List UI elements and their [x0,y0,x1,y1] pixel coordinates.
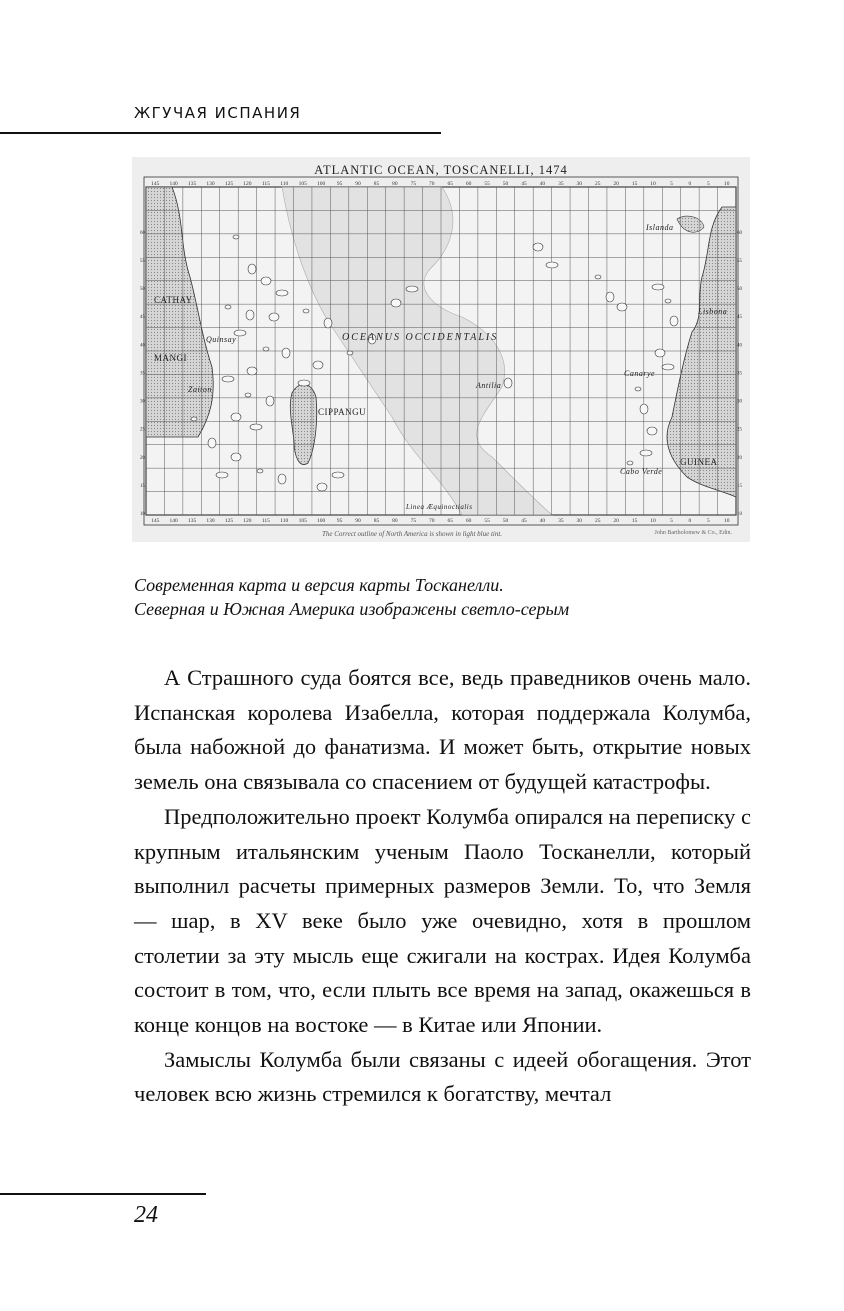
map-island [250,424,262,430]
map-island [627,461,633,465]
map-label-oceanus: OCEANUS OCCIDENTALIS [342,332,499,343]
map-lat-label-right: 30 [737,399,742,405]
map-island [269,313,279,321]
map-scale-bottom-label: 90 [355,518,361,524]
map-scale-bottom-label: 145 [151,518,160,524]
map-scale-bottom-label: 45 [521,518,527,524]
map-island [317,483,327,491]
map-island [347,351,353,355]
map-island [640,450,652,456]
map-graphic [132,157,750,542]
map-scale-bottom-label: 130 [206,518,215,524]
map-scale-bottom-label: 5 [670,518,673,524]
map-scale-top-label: 140 [169,181,178,187]
map-scale-top-label: 25 [594,181,601,187]
map-island [231,453,241,461]
map-island [225,305,231,309]
toscanelli-map [132,157,750,542]
map-scale-top-label: 10 [724,181,730,187]
map-island [245,393,251,397]
map-scale-top-label: 105 [298,181,307,187]
map-scale-top-label: 100 [317,181,326,187]
map-island [662,364,674,370]
map-lat-label-right: 25 [737,427,742,433]
map-island [635,387,641,391]
map-lat-label-left: 60 [140,230,145,236]
map-scale-bottom-label: 100 [317,518,326,524]
map-scale-top-label: 85 [373,181,380,187]
map-footnote: The Correct outline of North America is shown in light blue tint. [322,530,503,538]
map-scale-bottom-label: 75 [410,518,417,524]
map-scale-top-label: 55 [484,181,490,187]
map-label-cabo-verde: Cabo Verde [620,467,663,476]
map-lat-label-left: 50 [140,287,145,293]
map-island [298,380,310,386]
map-scale-top-label: 80 [392,181,398,187]
map-scale-top-label: 5 [706,181,710,187]
map-lat-label-right: 55 [737,258,742,264]
map-scale-top-label: 15 [631,181,638,187]
paragraph-3: Замыслы Колумба были связаны с идеей обогащения. Этот человек всю жизнь стремился к богатству, мечтал [134,1046,751,1107]
map-lat-label-left: 55 [140,258,145,264]
map-lat-label-right: 50 [737,287,742,293]
map-scale-top-label: 20 [613,181,619,187]
map-credit: John Bartholomew & Co., Edin. [654,530,732,536]
map-lat-label-right: 60 [737,230,742,236]
map-scale-bottom-label: 95 [336,518,343,524]
map-island [647,427,657,435]
map-label-equator: Linea Æquinoctialis [406,503,473,511]
map-label-islanda: Islanda [646,223,674,232]
map-scale-top-label: 75 [410,181,417,187]
map-scale-top-label: 65 [447,181,453,187]
map-scale-bottom-label: 70 [429,518,435,524]
map-scale-top-label: 110 [280,181,289,187]
map-label-lisbona: Lisbona [698,307,728,316]
map-scale-bottom-label: 65 [447,518,453,524]
map-lat-label-right: 35 [737,371,742,377]
map-scale-bottom-label: 55 [484,518,490,524]
map-scale-top-label: 10 [650,181,656,187]
map-scale-top-label: 135 [187,181,197,187]
map-island [263,347,269,351]
map-label-quinsay: Quinsay [206,335,237,344]
map-island [533,243,543,251]
map-island [652,284,664,290]
map-island [313,361,323,369]
map-scale-top-label: 50 [502,181,509,187]
map-scale-bottom-label: 140 [169,518,178,524]
map-island [208,438,216,448]
map-scale-bottom-label: 15 [631,518,638,524]
figure-caption [134,573,734,621]
map-island [257,469,263,473]
map-scale-bottom-label: 10 [724,518,730,524]
map-label-antilia: Antilia [476,381,502,390]
map-island [546,262,558,268]
map-island [247,367,257,375]
map-scale-bottom-label: 60 [465,518,472,524]
map-scale-top-label: 60 [465,181,472,187]
map-scale-bottom-label: 10 [650,518,656,524]
map-lat-label-right: 40 [737,343,742,349]
map-scale-top-label: 40 [539,181,546,187]
map-island [670,316,678,326]
map-island [332,472,344,478]
map-scale-top-label: 130 [206,181,215,187]
map-scale-top-label: 145 [151,181,160,187]
map-scale-bottom-label: 115 [261,518,270,524]
map-island [266,396,274,406]
paragraph-2: Предположительно проект Колумба опирался на переписку с крупным итальянским ученым Паоло Тосканелли, который выполнил расчеты примерных размеров Земли. То, что Земля — шар, в XV веке было уже очевидно, хотя в прошлом столетии за эту мысль еще сжигали на кострах. Идея Колумба состоит в том, что, если плыть все время на запад, окажешься в конце концов на востоке — в Китае или Японии. [134,803,751,1038]
map-island [606,292,614,302]
map-scale-top-label: 120 [243,181,252,187]
map-scale-top-label: 125 [224,181,234,187]
map-island [303,309,309,313]
map-scale-bottom-label: 20 [613,518,619,524]
map-island [261,277,271,285]
map-label-canarye: Canarye [624,369,656,378]
map-island [282,348,290,358]
map-lat-label-right: 10 [737,512,742,517]
map-island [278,474,286,484]
map-island [248,264,256,274]
map-scale-top-label: 115 [261,181,270,187]
map-scale-bottom-label: 120 [243,518,252,524]
map-island [655,349,665,357]
map-lat-label-left: 20 [140,455,145,461]
map-lat-label-left: 15 [140,483,145,489]
map-scale-bottom-label: 50 [502,518,509,524]
map-island [231,413,241,421]
map-scale-bottom-label: 5 [706,518,710,524]
map-island [665,299,671,303]
map-label-guinea: GUINEA [680,457,718,467]
paragraph-1: А Страшного суда боятся все, ведь праведников очень мало. Испанская королева Изабелла, которая поддержала Колумба, была набожной до фанатизма. И может быть, открытие новых земель она связывала со спасением от будущей катастрофы. [134,665,751,795]
map-lat-label-left: 40 [140,343,145,349]
map-scale-top-label: 45 [521,181,527,187]
map-island [222,376,234,382]
caption-line-2: Северная и Южная Америка изображены светло-серым [134,599,570,619]
map-island [504,378,512,388]
map-lat-label-left: 45 [140,315,145,321]
map-scale-bottom-label: 35 [558,518,564,524]
map-scale-bottom-label: 80 [392,518,398,524]
map-lat-label-right: 15 [737,483,742,489]
map-label-cippangu: CIPPANGU [318,407,367,417]
map-island [233,235,239,239]
map-scale-top-label: 0 [688,181,692,187]
map-island [324,318,332,328]
map-scale-top-label: 30 [576,181,583,187]
map-scale-bottom-label: 0 [688,518,692,524]
map-scale-bottom-label: 85 [373,518,380,524]
map-lat-label-right: 45 [737,315,742,321]
map-scale-bottom-label: 25 [594,518,601,524]
running-header: ЖГУЧАЯ ИСПАНИЯ [134,104,302,122]
map-scale-bottom-label: 125 [224,518,234,524]
map-scale-top-label: 70 [429,181,435,187]
map-label-mangi: MANGI [154,353,187,363]
body-text [134,661,751,1112]
map-island [246,310,254,320]
map-lat-label-left: 30 [140,399,145,405]
map-scale-bottom-label: 40 [539,518,546,524]
map-label-zaiton: Zaiton [188,385,212,394]
page-number: 24 [134,1202,158,1228]
map-lat-label-left: 25 [140,427,145,433]
map-label-cathay: CATHAY [154,295,193,305]
map-lat-label-left: 10 [140,512,145,517]
map-scale-bottom-label: 110 [280,518,289,524]
map-island [640,404,648,414]
map-island [391,299,401,307]
map-island [595,275,601,279]
map-island [276,290,288,296]
map-lat-label-left: 35 [140,371,145,377]
map-title: ATLANTIC OCEAN, TOSCANELLI, 1474 [314,163,568,177]
caption-line-1: Современная карта и версия карты Тосканелли. [134,575,504,595]
map-scale-top-label: 95 [336,181,343,187]
map-scale-bottom-label: 30 [576,518,583,524]
map-island [191,417,197,421]
map-scale-bottom-label: 135 [187,518,197,524]
map-scale-top-label: 35 [558,181,564,187]
map-scale-bottom-label: 105 [298,518,307,524]
map-scale-top-label: 5 [670,181,673,187]
map-scale-top-label: 90 [355,181,361,187]
map-island [406,286,418,292]
map-lat-label-right: 20 [737,455,742,461]
header-rule [0,132,441,134]
map-island [617,303,627,311]
map-island [216,472,228,478]
footer-rule [0,1193,206,1195]
